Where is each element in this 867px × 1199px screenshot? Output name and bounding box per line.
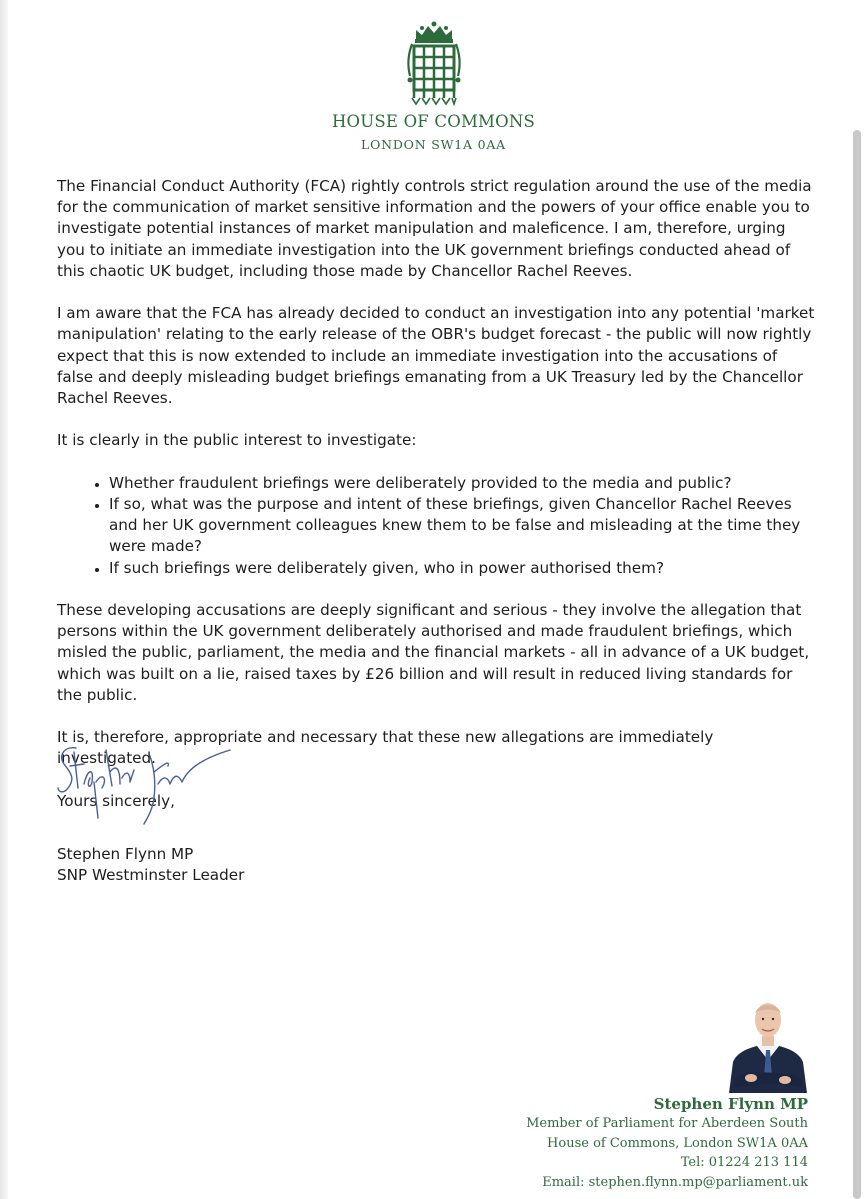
paragraph: The Financial Conduct Authority (FCA) rightly controls strict regulation around the use of the media for the communication of market sensitive information and the powers of your office enable you to investigate potential instances of market manipulation and maleficence. I am, therefore, urging you to initiate an immediate investigation into the UK government briefings conducted ahead of this chaotic UK budget, including those made by Chancellor Rachel Reeves. <box>57 177 812 280</box>
investigation-list <box>57 473 817 579</box>
institution-address: LONDON SW1A 0AA <box>360 137 507 152</box>
signer-name: Stephen Flynn MP <box>57 845 194 863</box>
handwritten-signature <box>54 738 254 833</box>
paragraph: It is clearly in the public interest to investigate: <box>57 431 417 450</box>
signer-title: SNP Westminster Leader <box>57 866 245 885</box>
list-item: • If so, what was the purpose and intent of these briefings, given Chancellor Rachel Reeves and her UK government colleagues knew them to be false and misleading at the time they were made? <box>109 494 817 558</box>
signer-block <box>57 844 244 886</box>
portrait-photo <box>727 990 809 1093</box>
footer-role: Member of Parliament for Aberdeen South <box>526 1116 808 1131</box>
paragraph: These developing accusations are deeply significant and serious - they involve the allegation that persons within the UK government deliberately authorised and made fraudulent briefings, which misled the public, parliament, the media and the financial markets - all in advance of a UK budget, which was built on a lie, raised taxes by £26 billion and will result in reduced living standards for the public. <box>57 601 810 704</box>
letter-body <box>57 176 817 833</box>
letterhead <box>0 20 867 106</box>
footer-address: House of Commons, London SW1A 0AA <box>547 1135 808 1151</box>
closing: Yours sincerely, <box>57 791 175 810</box>
paragraph: I am aware that the FCA has already decided to conduct an investigation into any potential 'market manipulation' relating to the early release of the OBR's budget forecast - the public will now rightly expect that this is now extended to include an immediate investigation into the accusations of false and deeply misleading budget briefings emanating from a UK Treasury led by the Chancellor Rachel Reeves. <box>57 304 815 408</box>
portcullis-icon <box>402 20 466 106</box>
paragraph: It is, therefore, appropriate and necessary that these new allegations are immediately investigated. <box>57 728 714 768</box>
institution-name: HOUSE OF COMMONS <box>331 112 536 131</box>
scrollbar[interactable] <box>853 130 861 1199</box>
contact-footer <box>526 1094 808 1192</box>
footer-telephone: Tel: 01224 213 114 <box>680 1155 808 1170</box>
list-item: • If such briefings were deliberately given, who in power authorised them? <box>109 558 817 579</box>
footer-name: Stephen Flynn MP <box>653 1095 808 1113</box>
list-item: • Whether fraudulent briefings were deliberately provided to the media and public? <box>109 473 817 494</box>
page-edge <box>0 0 8 1199</box>
footer-email[interactable]: Email: stephen.flynn.mp@parliament.uk <box>542 1174 808 1190</box>
